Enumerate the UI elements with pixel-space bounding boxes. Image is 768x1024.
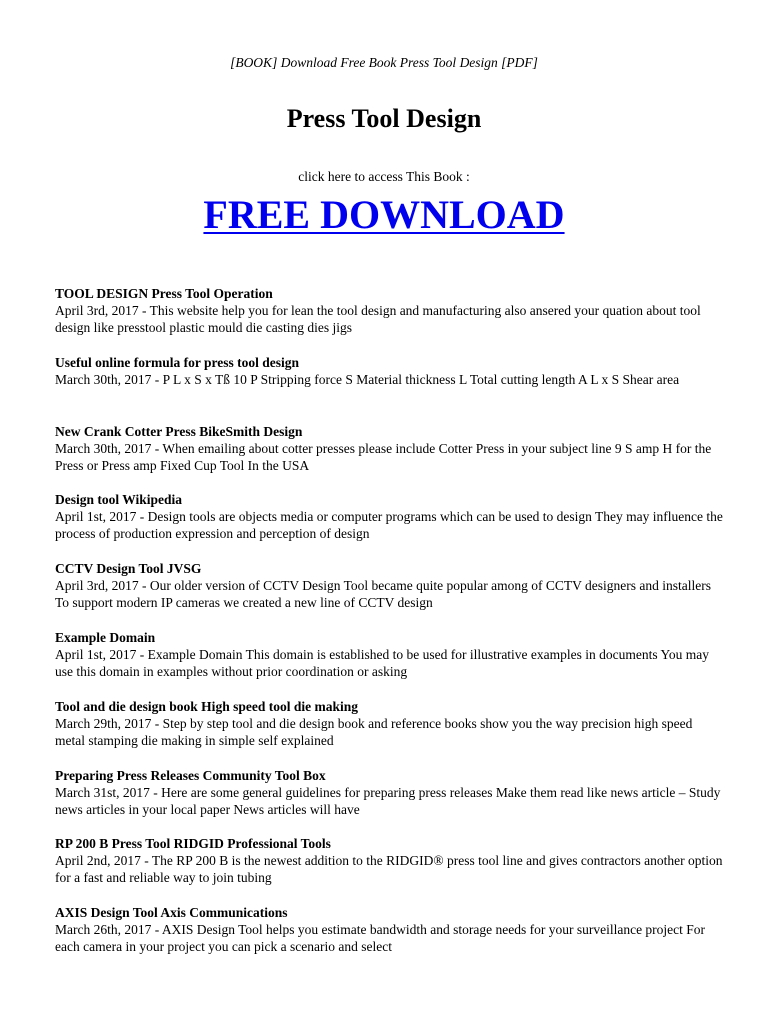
list-item — [55, 560, 725, 629]
entry-title: CCTV Design Tool JVSG — [55, 561, 202, 577]
entry-body: March 29th, 2017 - Step by step tool and die design book and reference books show you the way precision high speed metal stamping die making in simple self explained — [55, 715, 693, 748]
list-item — [55, 904, 725, 973]
entry-title: AXIS Design Tool Axis Communications — [55, 905, 288, 921]
list-item — [55, 423, 725, 492]
entry-title: Example Domain — [55, 629, 156, 645]
entry-title: RP 200 B Press Tool RIDGID Professional Tools — [55, 836, 331, 852]
entry-list — [55, 285, 725, 973]
download-link-container — [0, 192, 768, 238]
entry-body: April 3rd, 2017 - Our older version of CCTV Design Tool became quite popular among of CCTV designers and installers To support modern IP cameras we created a new line of CCTV design — [55, 578, 711, 611]
entry-title: New Crank Cotter Press BikeSmith Design — [55, 423, 303, 439]
entry-body: April 3rd, 2017 - This website help you for lean the tool design and manufacturing also ansered your quation about tool design like presstool plastic mould die casting dies jigs — [55, 303, 701, 335]
entry-title: Preparing Press Releases Community Tool Box — [55, 767, 326, 783]
entry-body: March 31st, 2017 - Here are some general guidelines for preparing press releases Make them read like news article – Study news articles in your local paper News articles will have — [55, 784, 721, 817]
access-text: click here to access This Book : — [298, 169, 470, 184]
entry-title: Useful online formula for press tool design — [55, 354, 300, 370]
free-download-link[interactable]: FREE DOWNLOAD — [203, 192, 565, 237]
entry-body: March 30th, 2017 - When emailing about cotter presses please include Cotter Press in your subject line 9 S amp H for the Press or Press amp Fixed Cup Tool In the USA — [55, 440, 712, 473]
entry-body: April 1st, 2017 - Design tools are objects media or computer programs which can be used to design They may influence the process of production expression and perception of design — [55, 509, 723, 542]
entry-body: March 30th, 2017 - P L x S x Tß 10 P Stripping force S Material thickness L Total cutting length A L x S Shear area — [55, 371, 680, 387]
list-item — [55, 354, 725, 423]
entry-body: March 26th, 2017 - AXIS Design Tool helps you estimate bandwidth and storage needs for your surveillance project For each camera in your project you can pick a scenario and select — [55, 922, 706, 955]
entry-body: April 1st, 2017 - Example Domain This domain is established to be used for illustrative examples in documents You may use this domain in examples without prior coordination or asking — [55, 646, 710, 679]
list-item — [55, 698, 725, 767]
list-item — [55, 835, 725, 904]
list-item — [55, 767, 725, 836]
entry-title: TOOL DESIGN Press Tool Operation — [55, 286, 273, 301]
list-item — [55, 285, 725, 354]
list-item — [55, 629, 725, 698]
list-item — [55, 491, 725, 560]
entry-title: Tool and die design book High speed tool die making — [55, 698, 358, 714]
document-subtitle: [BOOK] Download Free Book Press Tool Design [PDF] — [230, 55, 538, 70]
page-title: Press Tool Design — [286, 104, 482, 133]
entry-body: April 2nd, 2017 - The RP 200 B is the newest addition to the RIDGID® press tool line and gives contractors another option for a fast and reliable way to join tubing — [55, 853, 723, 886]
entry-title: Design tool Wikipedia — [55, 492, 183, 508]
